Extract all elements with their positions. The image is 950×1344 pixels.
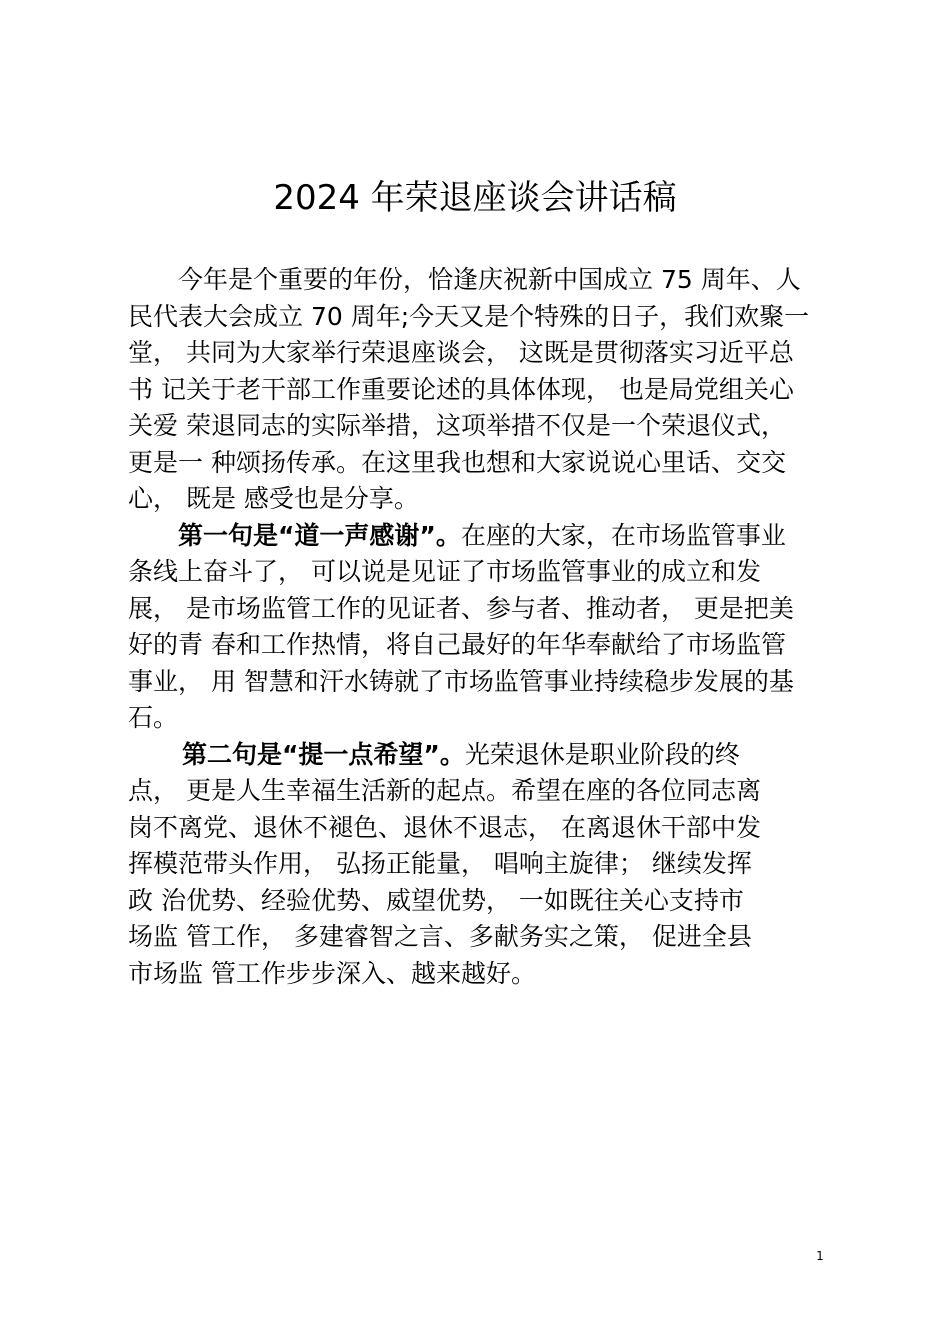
text-line: 民代表大会成立 70 周年;今天又是个特殊的日子，我们欢聚一 [128,301,810,331]
text-line: 点， 更是人生幸福生活新的起点。希望在座的各位同志离 [128,776,761,805]
text-line [128,737,828,774]
text-line: 条线上奋斗了， 可以说是见证了市场监管事业的成立和发 [128,557,761,586]
page-number: 1 [816,1249,824,1263]
text-line: 今年是个重要的年份，恰逢庆祝新中国成立 75 周年、人 [178,265,801,294]
text-line: 石。 [128,703,179,732]
text-line: 展， 是市场监管工作的见证者、参与者、推动者， 更是把美 [128,593,794,623]
document-title: 2024 年荣退座谈会讲话稿 [273,178,677,218]
paragraph-heading: 第一句是“道一声感谢”。 [178,520,461,550]
paragraph-thanks [128,518,828,737]
text-line: 更是一 种颂扬传承。在这里我也想和大家说说心里话、交交 [128,447,786,477]
text-line: 挥模范带头作用， 弘扬正能量， 唱响主旋律； 继续发挥 [128,849,752,878]
text-line: 事业， 用 智慧和汗水铸就了市场监管事业持续稳步发展的基 [128,666,794,696]
text-line: 岗不离党、退休不褪色、退休不退志， 在离退休干部中发 [128,812,761,842]
text-line [128,518,828,555]
text-line: 好的青 春和工作热情，将自己最好的年华奉献给了市场监管 [128,630,786,659]
text-line: 书 记关于老干部工作重要论述的具体体现， 也是局党组关心 [128,374,794,404]
heading-continuation: 光荣退休是职业阶段的终 [464,739,740,769]
paragraph-intro [128,262,828,518]
document-body [128,262,828,992]
text-line: 堂， 共同为大家举行荣退座谈会， 这既是贯彻落实习近平总 [128,338,794,367]
heading-continuation: 在座的大家，在市场监管事业 [460,520,786,550]
text-line: 关爱 荣退同志的实际举措，这项举措不仅是一个荣退仪式， [128,411,786,440]
text-line: 场监 管工作， 多建睿智之言、多献务实之策， 促进全县 [128,922,752,951]
text-line: 心， 既是 感受也是分享。 [128,484,419,513]
text-line: 政 治优势、经验优势、威望优势， 一如既往关心支持市 [128,885,744,915]
paragraph-heading: 第二句是“提一点希望”。 [182,739,465,769]
paragraph-hope [128,737,828,993]
text-line: 市场监 管工作步步深入、越来越好。 [128,958,536,988]
